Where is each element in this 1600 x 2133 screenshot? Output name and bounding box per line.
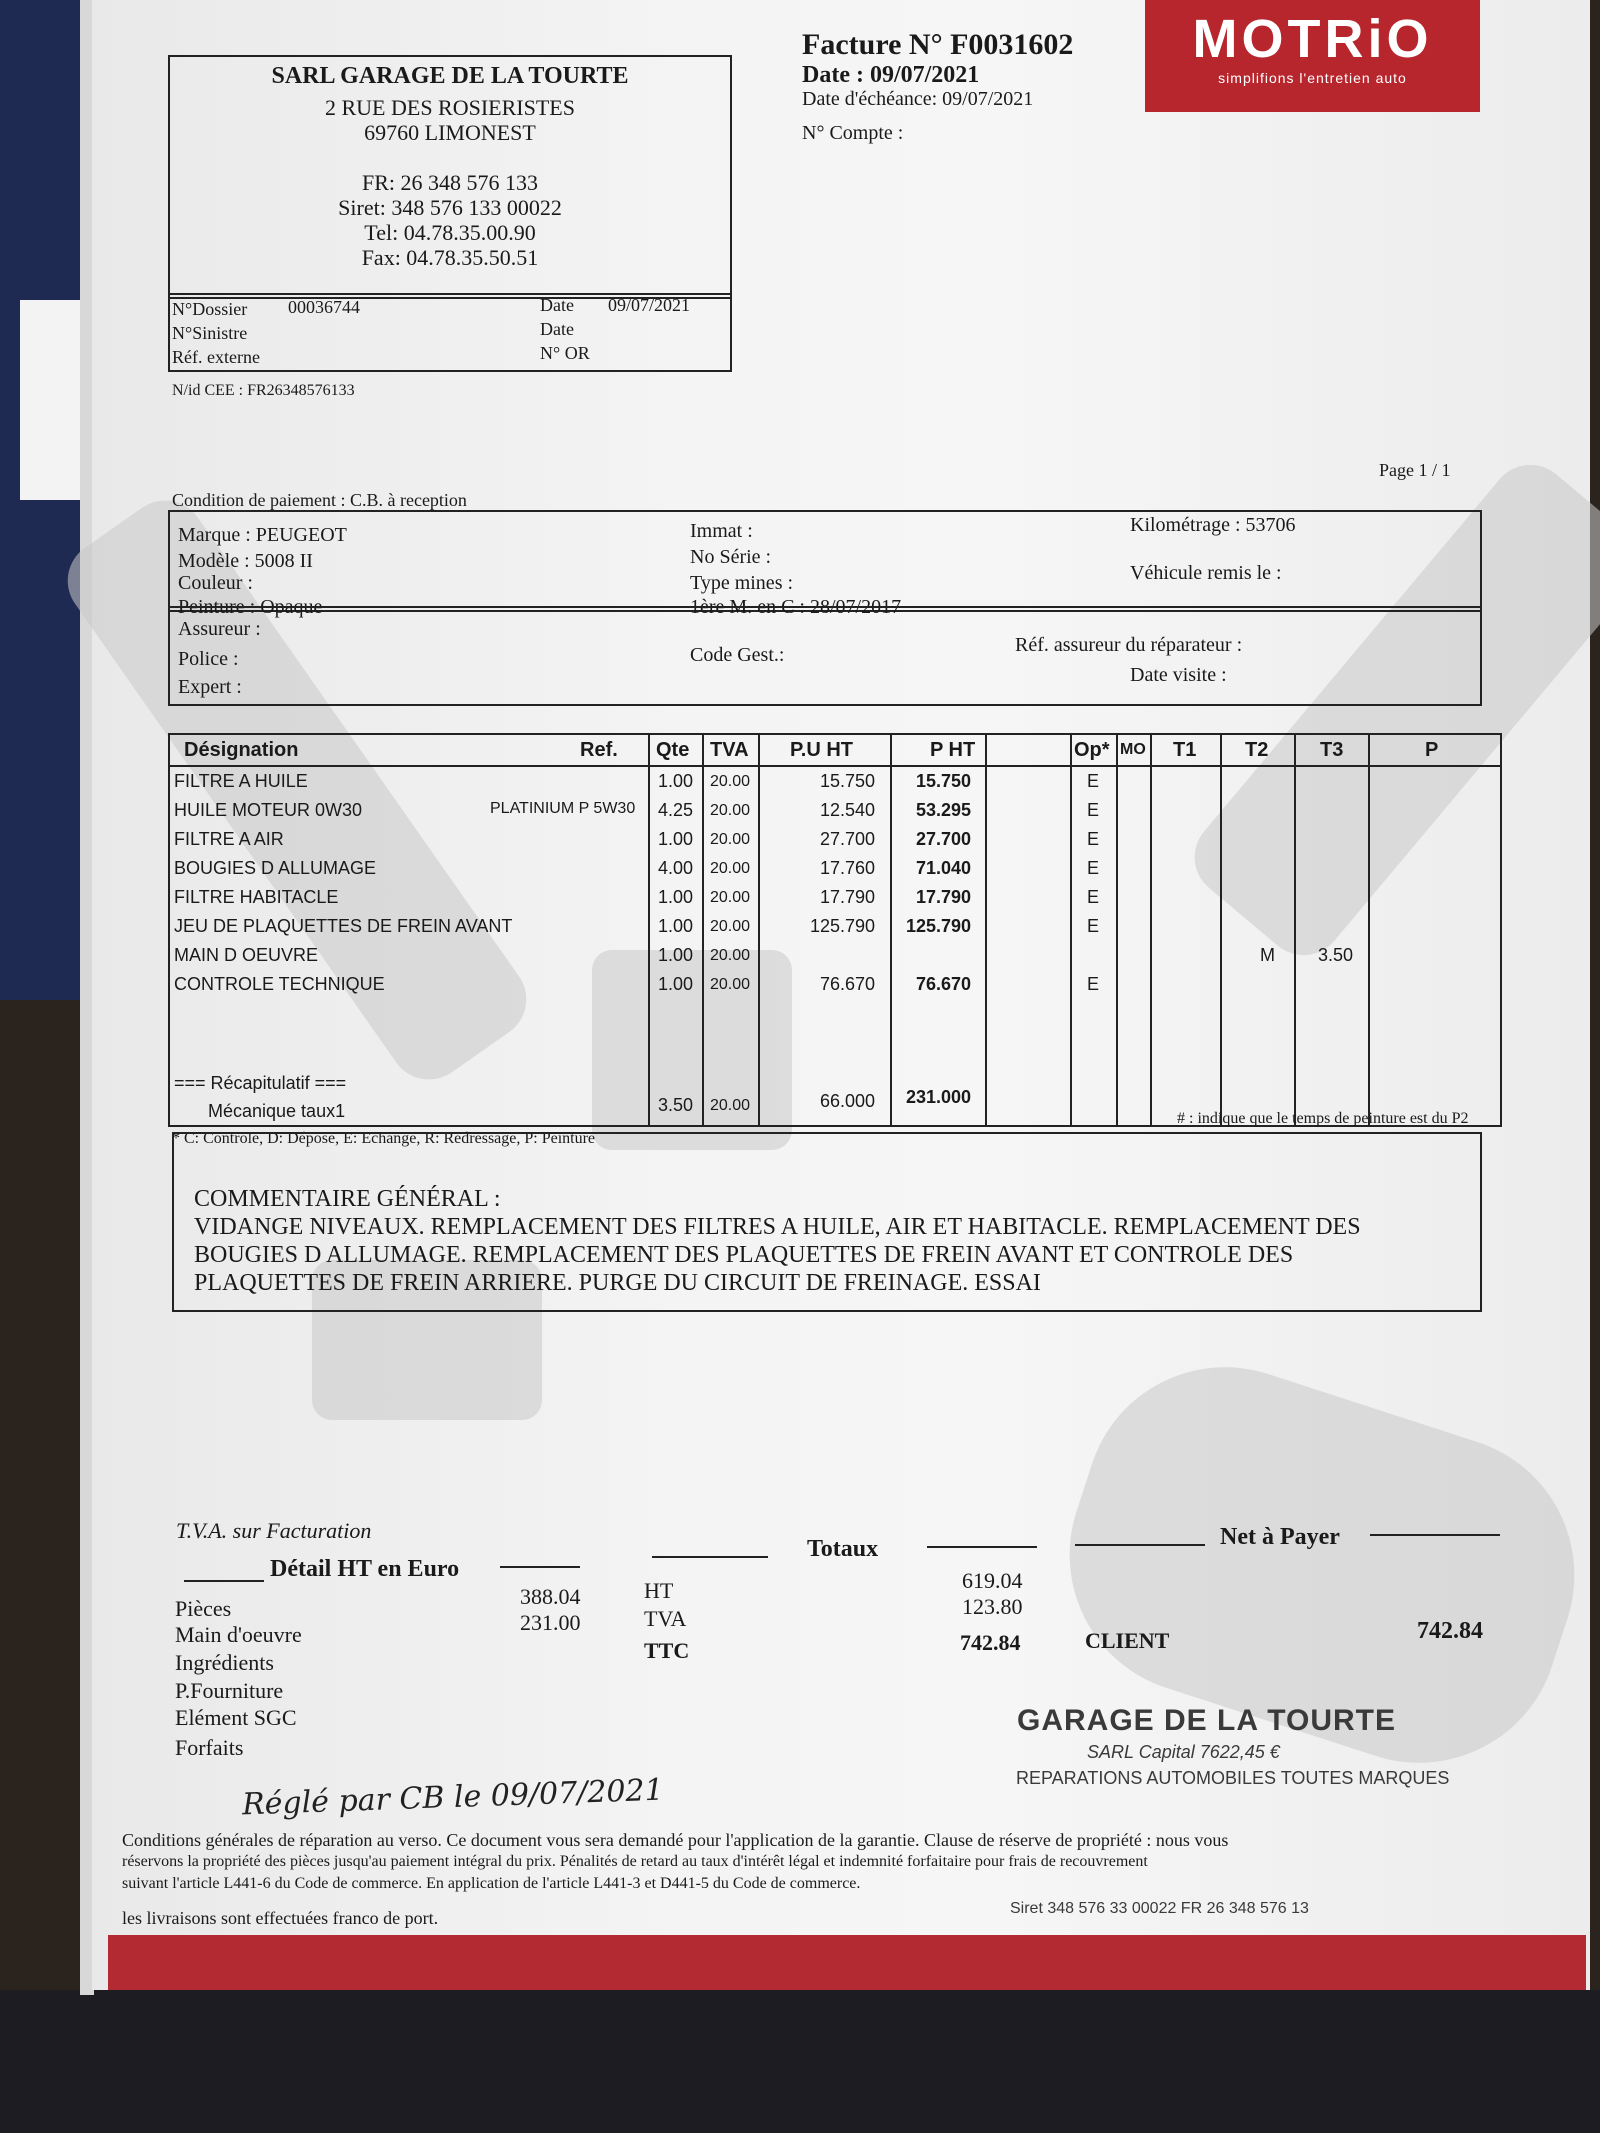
- invoice-title: Facture N° F0031602: [802, 28, 1074, 61]
- row-qte: 1.00: [658, 771, 694, 791]
- row-op: E: [1087, 829, 1100, 849]
- invoice-date: Date : 09/07/2021: [802, 62, 980, 88]
- ingredients-label: Ingrédients: [175, 1650, 274, 1675]
- row-pu: 125.790: [810, 916, 876, 936]
- desk-surface: [0, 1990, 1600, 2133]
- table-row: [170, 945, 1500, 974]
- header-mo: MO: [1120, 741, 1146, 758]
- row-qte: 1.00: [658, 887, 694, 907]
- row-designation: JEU DE PLAQUETTES DE FREIN AVANT: [174, 916, 513, 936]
- recap-pu: 66.000: [820, 1091, 876, 1111]
- row-tva: 20.00: [710, 947, 751, 964]
- row-designation: FILTRE A HUILE: [174, 771, 308, 791]
- header-op: Op*: [1074, 739, 1110, 761]
- conditions-line-3: suivant l'article L441-6 du Code de commerce. En application de l'article L441-3 et D441-5 du Code de commerce.: [122, 1875, 861, 1892]
- recap-label: === Récapitulatif ===: [174, 1073, 347, 1093]
- row-pht: 17.790: [916, 887, 972, 907]
- desk-background: [0, 0, 90, 1000]
- brand-name: MOTRiO: [1192, 9, 1433, 69]
- row-designation: MAIN D OEUVRE: [174, 945, 319, 965]
- header-pht: P HT: [930, 739, 976, 761]
- title-rule: [1370, 1534, 1500, 1536]
- garage-city: 69760 LIMONEST: [364, 120, 536, 145]
- garage-fax: Fax: 04.78.35.50.51: [361, 245, 539, 270]
- conditions-line-4: les livraisons sont effectuées franco de port.: [122, 1908, 439, 1928]
- invoice-page: [92, 0, 1590, 1990]
- header-ref: Ref.: [580, 739, 618, 761]
- stamp-ids: Siret 348 576 33 00022 FR 26 348 576 13: [1010, 1900, 1309, 1917]
- recap-pht: 231.000: [906, 1087, 972, 1107]
- client-value: 742.84: [1417, 1618, 1483, 1644]
- dossier-box: [168, 293, 732, 372]
- forfaits-label: Forfaits: [175, 1735, 244, 1760]
- detail-title: Détail HT en Euro: [270, 1556, 460, 1582]
- sinistre-label: N°Sinistre: [172, 323, 248, 343]
- row-pu: 17.790: [820, 887, 876, 907]
- conditions-line-2: réservons la propriété des pièces jusqu'au paiement intégral du prix. Pénalités de retard au taux d'intérêt légal et indemnité forfaitaire pour frais de recouvrement: [122, 1853, 1148, 1870]
- table-row: [170, 916, 1500, 945]
- row-qte: 4.25: [658, 800, 694, 820]
- ttc-label: TTC: [644, 1638, 690, 1663]
- comment-box: [172, 1132, 1482, 1312]
- fourniture-label: P.Fourniture: [175, 1678, 284, 1703]
- row-designation: CONTROLE TECHNIQUE: [174, 974, 385, 994]
- sgc-label: Elément SGC: [175, 1705, 297, 1730]
- ref-externe-label: Réf. externe: [172, 347, 260, 367]
- row-designation: HUILE MOTEUR 0W30: [174, 800, 363, 820]
- totaux-title: Totaux: [807, 1536, 879, 1562]
- items-table: [168, 733, 1502, 1127]
- recap-tva: 20.00: [710, 1097, 751, 1114]
- vehicle-serial: No Série :: [690, 546, 772, 568]
- visit-date-label: Date visite :: [1130, 664, 1227, 686]
- vehicle-plate: Immat :: [690, 520, 753, 542]
- ht-label: HT: [644, 1578, 674, 1603]
- header-designation: Désignation: [184, 739, 299, 761]
- tva-value: 123.80: [962, 1594, 1023, 1619]
- row-op: E: [1087, 974, 1100, 994]
- header-pu: P.U HT: [790, 739, 853, 761]
- invoice-account: N° Compte :: [802, 122, 904, 144]
- row-pu: 27.700: [820, 829, 876, 849]
- row-pu: 76.670: [820, 974, 876, 994]
- row-pht: 15.750: [916, 771, 972, 791]
- vehicle-paint: Peinture : Opaque: [178, 596, 323, 618]
- row-qte: 1.00: [658, 974, 694, 994]
- table-row: [170, 974, 1500, 1003]
- garage-street: 2 RUE DES ROSIERISTES: [325, 95, 575, 120]
- labor-value: 231.00: [520, 1610, 581, 1635]
- payment-condition: Condition de paiement : C.B. à reception: [172, 490, 467, 510]
- table-row: [170, 829, 1500, 858]
- header-qte: Qte: [656, 739, 690, 761]
- vehicle-make: Marque : PEUGEOT: [178, 524, 347, 546]
- row-tva: 20.00: [710, 831, 751, 848]
- vehicle-type-mines: Type mines :: [690, 572, 794, 594]
- operation-legend: * C: Controle, D: Dépose, E: Echange, R: Redressage, P: Peinture: [172, 1130, 596, 1147]
- header-t3: T3: [1320, 739, 1344, 761]
- row-tva: 20.00: [710, 976, 751, 993]
- stamp-activity: REPARATIONS AUTOMOBILES TOUTES MARQUES: [1016, 1768, 1450, 1788]
- or-label: N° OR: [540, 343, 590, 363]
- title-rule: [652, 1556, 768, 1558]
- title-rule: [500, 1566, 580, 1568]
- row-op: E: [1087, 887, 1100, 907]
- row-pht: 53.295: [916, 800, 972, 820]
- pieces-value: 388.04: [520, 1584, 581, 1609]
- vehicle-first-registration: 1ère M. en C : 28/07/2017: [690, 596, 902, 618]
- vehicle-model: Modèle : 5008 II: [178, 550, 313, 572]
- comment-title: COMMENTAIRE GÉNÉRAL :: [194, 1186, 501, 1212]
- row-pht: 76.670: [916, 974, 972, 994]
- row-op: E: [1087, 858, 1100, 878]
- row-mo: M: [1260, 945, 1275, 965]
- conditions-line-1: Conditions générales de réparation au verso. Ce document vous sera demandé pour l'application de la garantie. Clause de réserve de propriété : nous vous: [122, 1830, 1229, 1850]
- title-rule: [927, 1546, 1037, 1548]
- header-t2: T2: [1245, 739, 1269, 761]
- comment-line-1: VIDANGE NIVEAUX. REMPLACEMENT DES FILTRES A HUILE, AIR ET HABITACLE. REMPLACEMENT DES: [194, 1214, 1361, 1240]
- recap-qte: 3.50: [658, 1095, 694, 1115]
- ht-value: 619.04: [962, 1568, 1023, 1593]
- row-pht: 71.040: [916, 858, 972, 878]
- row-tva: 20.00: [710, 860, 751, 877]
- row-tva: 20.00: [710, 889, 751, 906]
- dossier-date-value: 09/07/2021: [608, 295, 691, 315]
- row-pu: 15.750: [820, 771, 876, 791]
- title-rule: [184, 1580, 264, 1582]
- header-tva: TVA: [710, 739, 749, 761]
- expert-label: Expert :: [178, 676, 242, 698]
- header-t1: T1: [1173, 739, 1197, 761]
- table-header-divider: [170, 765, 1500, 767]
- comment-line-3: PLAQUETTES DE FREIN ARRIERE. PURGE DU CIRCUIT DE FREINAGE. ESSAI: [194, 1270, 1041, 1296]
- dossier-date2-label: Date: [540, 319, 574, 339]
- table-row: [170, 771, 1500, 800]
- ttc-value: 742.84: [960, 1630, 1021, 1655]
- insurer-ref-label: Réf. assureur du réparateur :: [1015, 634, 1243, 656]
- labor-label: Main d'oeuvre: [175, 1622, 302, 1647]
- recap-item: Mécanique taux1: [208, 1101, 346, 1121]
- vehicle-mileage: Kilométrage : 53706: [1130, 514, 1296, 536]
- row-ref: PLATINIUM P 5W30: [490, 800, 636, 817]
- garage-name: SARL GARAGE DE LA TOURTE: [271, 63, 629, 89]
- dossier-date-label: Date: [540, 295, 574, 315]
- row-qte: 1.00: [658, 945, 694, 965]
- header-p: P: [1425, 739, 1439, 761]
- page-number: Page 1 / 1: [1379, 460, 1451, 480]
- row-qte: 1.00: [658, 829, 694, 849]
- pieces-label: Pièces: [175, 1596, 232, 1621]
- row-designation: FILTRE A AIR: [174, 829, 284, 849]
- code-gest-label: Code Gest.:: [690, 644, 785, 666]
- row-t1: 3.50: [1318, 945, 1354, 965]
- comment-line-2: BOUGIES D ALLUMAGE. REMPLACEMENT DES PLAQUETTES DE FREIN AVANT ET CONTROLE DES: [194, 1242, 1294, 1268]
- garage-vat: FR: 26 348 576 133: [361, 170, 539, 195]
- stamp-name: GARAGE DE LA TOURTE: [1017, 1704, 1397, 1737]
- row-qte: 4.00: [658, 858, 694, 878]
- row-designation: FILTRE HABITACLE: [174, 887, 339, 907]
- vehicle-box: [168, 510, 1482, 618]
- row-pu: 17.760: [820, 858, 876, 878]
- dossier-label: N°Dossier: [172, 299, 248, 319]
- title-rule: [1075, 1544, 1205, 1546]
- tva-label: TVA: [644, 1606, 687, 1631]
- paint-note: # : indique que le temps de peinture est du P2: [1177, 1110, 1469, 1127]
- invoice-due-date: Date d'échéance: 09/07/2021: [802, 88, 1034, 110]
- stamp-capital: SARL Capital 7622,45 €: [1087, 1742, 1280, 1762]
- motrio-logo: [1145, 0, 1480, 112]
- tva-facturation: T.V.A. sur Facturation: [176, 1518, 372, 1543]
- net-title: Net à Payer: [1220, 1524, 1340, 1550]
- policy-label: Police :: [178, 648, 239, 670]
- footer-band: [108, 1935, 1586, 1990]
- table-row: [170, 887, 1500, 916]
- insurer-label: Assureur :: [178, 618, 261, 640]
- nid-cee: N/id CEE : FR26348576133: [172, 382, 355, 399]
- row-tva: 20.00: [710, 802, 751, 819]
- dossier-value: 00036744: [288, 297, 360, 317]
- garage-siret: Siret: 348 576 133 00022: [338, 195, 562, 220]
- client-label: CLIENT: [1085, 1628, 1170, 1653]
- row-op: E: [1087, 916, 1100, 936]
- row-qte: 1.00: [658, 916, 694, 936]
- row-tva: 20.00: [710, 918, 751, 935]
- handwritten-payment-note: Réglé par CB le 09/07/2021: [241, 1772, 665, 1823]
- garage-box: [168, 55, 732, 299]
- vehicle-color: Couleur :: [178, 572, 253, 594]
- row-pht: 125.790: [906, 916, 972, 936]
- table-row: [170, 800, 1500, 829]
- table-row: [170, 858, 1500, 887]
- row-op: E: [1087, 771, 1100, 791]
- brand-tagline: simplifions l'entretien auto: [1218, 70, 1407, 86]
- row-op: E: [1087, 800, 1100, 820]
- insurance-box: [168, 606, 1482, 706]
- row-tva: 20.00: [710, 773, 751, 790]
- row-pht: 27.700: [916, 829, 972, 849]
- row-designation: BOUGIES D ALLUMAGE: [174, 858, 377, 878]
- vehicle-returned: Véhicule remis le :: [1130, 562, 1282, 584]
- row-pu: 12.540: [820, 800, 876, 820]
- garage-tel: Tel: 04.78.35.00.90: [364, 220, 536, 245]
